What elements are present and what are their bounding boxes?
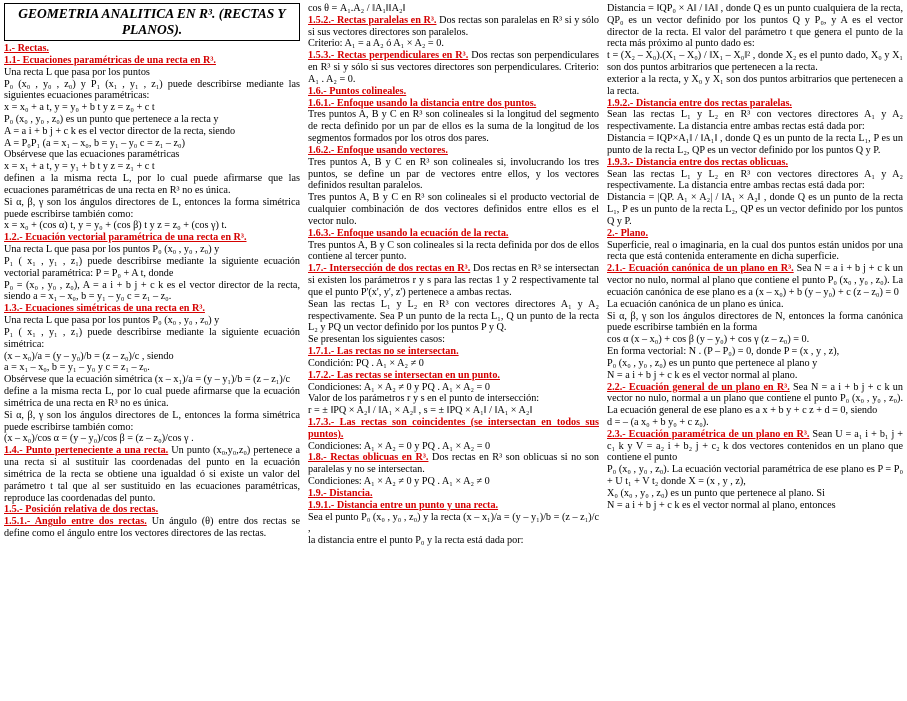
paragraph: r = ± ‖PQ × A₂‖ / ‖A₁ × A₂‖ , s = ± ‖PQ × A₁‖ / ‖A₁ × A₂‖: [308, 405, 533, 417]
paragraph-text: Un punto (x₀,y₀,z₀) pertenece a una recta si al sustituir las coordenadas del punto en la ecuación simétrica de la recta se obtiene una igualdad ó si existe un valor del parámetro t tal que al ser sustituido en las ecuaciones paramétricas, reproduce las coordenadas del punto.: [4, 445, 300, 504]
paragraph: N = a i + b j + c k es el vector normal al plano, entonces: [607, 499, 836, 511]
section-heading: 1.8.- Rectas oblicuas en R³.: [308, 452, 429, 464]
paragraph-text: Dos rectas son paralelas en R³ si y sólo si sus vectores directores son paralelos.: [308, 14, 599, 38]
paragraph: Superficie, real o imaginaria, en la cual dos puntos están unidos por una recta que está contenida enteramente en dicha superficie.: [607, 239, 903, 263]
section-heading: 1.4.- Punto perteneciente a una recta.: [4, 445, 169, 457]
paragraph: Obsérvese que la ecuación simétrica (x – x₁)/a = (y – y₁)/b = (z – z₁)/c: [4, 374, 291, 386]
paragraph: Si α, β, γ son los ángulos directores de N, entonces la forma canónica puede escribirse también en la forma: [607, 310, 903, 334]
paragraph: Distancia = ‖QP×A₁‖ / ‖A₁‖ , donde Q es un punto de la recta L₁, P es un punto de la recta L₂, QP es un vector definido por los puntos Q y P.: [607, 133, 903, 156]
paragraph: Se presentan los siguientes casos:: [308, 334, 445, 346]
section-heading: 1.3.- Ecuaciones simétricas de una recta en R³.: [4, 303, 205, 315]
paragraph: [4, 445, 300, 504]
paragraph: d = – (a x₀ + b y₀ + c z₀).: [607, 416, 709, 428]
section-heading: 1.6.1.- Enfoque usando la distancia entre dos puntos.: [308, 97, 537, 109]
section-heading: 1.- Rectas.: [4, 43, 49, 55]
paragraph: Sean las rectas L₁ y L₂ en R³ con vectores directores A₁ y A₂ respectivamente. La distancia entre ambas rectas está dada por:: [607, 109, 903, 133]
paragraph: P₀ = (x₀ , y₀ , z₀), A = a i + b j + c k es el vector director de la recta, siendo a = x₁ – x₀, b = y₁ – y₀ c = z₁ – z₀.: [4, 279, 300, 303]
paragraph: Sea el punto P₀ (x₀ , y₀ , z₀) y la recta (x – x₁)/a = (y – y₁)/b = (z – z₁)/c ,: [308, 511, 599, 535]
column-1: [4, 3, 300, 697]
paragraph: N = a i + b j + c k es el vector normal al plano.: [607, 369, 798, 381]
paragraph: Una recta L que pasa por los puntos: [4, 66, 150, 78]
paragraph: Criterio: A₁ = a A₂ ó A₁ × A₂ = 0.: [308, 38, 444, 50]
paragraph: [308, 50, 599, 85]
section-heading: 1.6.- Puntos colineales.: [308, 85, 407, 97]
section-heading: 1.6.3.- Enfoque usando la ecuación de la recta.: [308, 227, 509, 239]
section-heading: 1.7.2.- Las rectas se intersectan en un punto.: [308, 369, 500, 381]
paragraph-text: Sea N = a i + b j + c k un vector no nulo, normal al plano que contiene el punto P₀ (x₀ , y₀ , z₀). La ecuación canónica de ese plano es a (x – x₀) + b (y – y₀) + c (z – z₀) = 0: [607, 263, 903, 298]
paragraph: [308, 15, 599, 39]
paragraph: [607, 429, 903, 464]
paragraph: la distancia entre el punto P₀ y la recta está dada por:: [308, 535, 524, 547]
paragraph: Obsérvese que las ecuaciones paramétricas: [4, 149, 180, 161]
paragraph: (x – x₀)/cos α = (y – y₀)/cos β = (z – z₀)/cos γ .: [4, 433, 194, 445]
paragraph: Sean las rectas L₁ y L₂ en R³ con vectores directores A₁ y A₂ respectivamente. La distancia entre ambas rectas está dada por:: [607, 168, 903, 192]
paragraph: Condiciones: A₁ × A₂ ≠ 0 y PQ . A₁ × A₂ = 0: [308, 381, 490, 393]
paragraph: P₀ (x₀ , y₀ , z₀) y P₁ (x₁ , y₁ , z₁) puede describirse mediante las siguientes ecuaciones paramétricas:: [4, 78, 300, 102]
section-heading: 1.2.- Ecuación vectorial paramétrica de una recta en R³.: [4, 232, 247, 244]
paragraph: Si α, β, γ son los ángulos directores de L, entonces la forma simétrica puede escribirse también como:: [4, 409, 300, 433]
section-heading: 2.2.- Ecuación general de un plano en R³.: [607, 381, 790, 393]
paragraph: Una recta L que pasa por los puntos P₀ (x₀ , y₀ , z₀) y: [4, 244, 220, 256]
paragraph: X₀ (x₀ , y₀ , z₀) es un punto que pertenece al plano. Si: [607, 487, 825, 499]
paragraph: exterior a la recta, y X₀ y X₁ son dos puntos arbitrarios que pertenecen a la recta.: [607, 73, 903, 97]
paragraph-text: Sea N = a i + b j + c k un vector no nulo, normal a un plano que contiene el punto P₀ (x₀ , y₀ , z₀). La ecuación general de ese plano es a x + b y + c z + d = 0, siendo: [607, 381, 903, 417]
paragraph: cos α (x – x₀) + cos β (y – y₀) + cos γ (z – z₀) = 0.: [607, 334, 810, 346]
section-heading: 1.9.- Distancia.: [308, 487, 373, 499]
paragraph: P₀ (x₀ , y₀ , z₀). La ecuación vectorial paramétrica de ese plano es P = P₀ + U t₁ + V t₂ donde X = (x , y , z),: [607, 464, 903, 488]
paragraph: a = x₁ – x₀, b = y₁ – y₀ y c = z₁ – z₀.: [4, 362, 150, 374]
section-heading: 1.9.3.- Distancia entre dos rectas oblicuas.: [607, 156, 789, 168]
section-heading: 1.6.2.- Enfoque usando vectores.: [308, 144, 448, 156]
paragraph: Tres puntos A, B y C en R³ son colineales si, involucrando los tres puntos, se define un par de vectores entre ellos, y los vectores definidos resultan paralelos.: [308, 156, 599, 192]
paragraph-text: Sean U = a₁ i + b₁ j + c₁ k y V = a₂ i + b₂ j + c₂ k dos vectores contenidos en un plano que contiene el punto: [607, 428, 903, 464]
paragraph: La ecuación canónica de un plano es única.: [607, 298, 784, 310]
paragraph: P₀ (x₀ , y₀ , z₀) es un punto que pertenece a la recta y: [4, 114, 219, 125]
section-heading: 1.5.3.- Rectas perpendiculares en R³.: [308, 50, 469, 62]
paragraph: Si α, β, γ son los ángulos directores de L, entonces la forma simétrica puede escribirse también como:: [4, 196, 300, 220]
paragraph-text: Un ángulo (θ) entre dos rectas se define como el ángulo entre los vectores directores de las rectas.: [4, 516, 300, 539]
section-heading: 2.- Plano.: [607, 227, 649, 239]
paragraph: definen a la misma recta L, por lo cual puede afirmarse que las ecuaciones paramétricas de una recta en R³ no es única.: [4, 173, 300, 196]
paragraph-text: Dos rectas son perpendiculares en R³ si y sólo si sus vectores directores son perpendiculares. Criterio: A₁ . A₂ = 0.: [308, 50, 599, 85]
page-title: GEOMETRIA ANALITICA EN R³. (RECTAS Y PLANOS).: [4, 3, 300, 41]
section-heading: 2.1.- Ecuación canónica de un plano en R³.: [607, 263, 794, 275]
paragraph: cos θ = A₁.A₂ / ‖A₁‖‖A₂‖: [308, 3, 406, 14]
section-heading: 1.5.2.- Rectas paralelas en R³.: [308, 14, 437, 26]
paragraph: t = (X₂ – X₀).(X₁ – X₀) / ‖X₁ – X₀‖² , donde X₂ es el punto dado, X₀ y X₁ son dos puntos arbitrarios que pertenecen a la recta.: [607, 50, 903, 74]
paragraph: x = x₀ + a t, y = y₀ + b t y z = z₀ + c t: [4, 102, 155, 114]
paragraph: Una recta L que pasa por los puntos P₀ (x₀ , y₀ , z₀) y: [4, 315, 220, 327]
paragraph: [607, 382, 903, 417]
paragraph: Tres puntos A, B y C en R³ son colineales si el producto vectorial de cualquier combinación de dos vectores definidos entre ellos es el vector nulo.: [308, 192, 599, 227]
paragraph: Condiciones: A₁ × A₂ ≠ 0 y PQ . A₁ × A₂ ≠ 0: [308, 476, 490, 488]
paragraph-text: Dos rectas en R³ son oblicuas si no son paralelas y no se intersectan.: [308, 452, 599, 476]
paragraph: [4, 516, 300, 540]
section-heading: 1.5.- Posición relativa de dos rectas.: [4, 504, 159, 516]
paragraph: Distancia = ‖QP₀ × A‖ / ‖A‖ , donde Q es un punto cualquiera de la recta, QP₀ es un vector definido por los puntos Q y P₀, y A es el vector director de la recta. El valor del parámetro t que genera el punto de la recta más próximo al punto dado es:: [607, 3, 903, 50]
section-heading: 2.3.- Ecuación paramétrica de un plano en R³.: [607, 428, 810, 440]
paragraph: Tres puntos A, B y C en R³ son colineales si la longitud del segmento de recta definido por un par de ellos es la suma de la longitud de los segmentos formados por los otros dos pares.: [308, 109, 599, 145]
paragraph: x = x₁ + a t, y = y₁ + b t y z = z₁ + c t: [4, 161, 155, 173]
paragraph: A = P₀P₁ (a = x₁ – x₀, b = y₁ – y₀ c = z₁ – z₀): [4, 137, 185, 149]
paragraph: Tres puntos A, B y C son colineales si la recta definida por dos de ellos contiene al tercer punto.: [308, 239, 599, 263]
paragraph: Condiciones: A₁ × A₂ = 0 y PQ . A₁ × A₂ = 0: [308, 440, 491, 452]
section-heading: 1.7.1.- Las rectas no se intersectan.: [308, 346, 459, 358]
paragraph: x = x₀ + (cos α) t, y = y₀ + (cos β) t y z = z₀ + (cos γ) t.: [4, 220, 227, 232]
paragraph: Valor de los parámetros r y s en el punto de intersección:: [308, 393, 540, 405]
section-heading: 1.7.- Intersección de dos rectas en R³.: [308, 263, 471, 275]
section-heading: 1.9.1.- Distancia entre un punto y una recta.: [308, 499, 499, 511]
paragraph-text: Dos rectas en R³ se intersectan si existen los parámetros r y s para las rectas 1 y 2 respectivamente tal que el punto P'(x', y', z') pertenece a ambas rectas.: [308, 263, 599, 298]
paragraph: [308, 452, 599, 476]
paragraph: [308, 263, 599, 298]
paragraph: P₁ ( x₁ , y₁ , z₁) puede describirse mediante la siguiente ecuación simétrica:: [4, 326, 300, 350]
section-heading: 1.7.3.- Las rectas son coincidentes (se intersectan en todos sus puntos).: [308, 416, 599, 440]
paragraph: define a la misma recta L, por lo cual puede afirmarse que la ecuación simétrica de una recta en R³ no es única.: [4, 386, 300, 409]
column-3: [607, 3, 903, 697]
paragraph: Sean las rectas L₁ y L₂ en R³ con vectores directores A₁ y A₂ respectivamente. Sea P un punto de la recta L₁, Q un punto de la recta L₂ y PQ un vector definido por los puntos P y Q.: [308, 298, 599, 334]
paragraph: P₁ ( x₁ , y₁ , z₁) puede describirse mediante la siguiente ecuación vectorial paramétrica: P = P₀ + A t, donde: [4, 255, 300, 279]
paragraph: (x – x₀)/a = (y – y₀)/b = (z – z₀)/c , siendo: [4, 350, 174, 362]
paragraph: Distancia = |QP. A₁ × A₂| / ‖A₁ × A₂‖ , donde Q es un punto de la recta L₁, P es un punto de la recta L₂, QP es un vector definido por los puntos Q y P.: [607, 192, 903, 227]
paragraph: En forma vectorial: N . (P – P₀) = 0, donde P = (x , y , z),: [607, 346, 840, 358]
paragraph: Condición: PQ . A₁ × A₂ ≠ 0: [308, 357, 424, 369]
paragraph: A = a i + b j + c k es el vector director de la recta, siendo: [4, 125, 236, 137]
section-heading: 1.9.2.- Distancia entre dos rectas paralelas.: [607, 97, 792, 109]
column-2: [308, 3, 599, 697]
section-heading: 1.5.1.- Angulo entre dos rectas.: [4, 516, 147, 528]
paragraph: [607, 263, 903, 298]
paragraph: P₀ (x₀ , y₀ , z₀) es un punto que pertenece al plano y: [607, 357, 818, 369]
section-heading: 1.1- Ecuaciones paramétricas de una recta en R³.: [4, 54, 216, 66]
